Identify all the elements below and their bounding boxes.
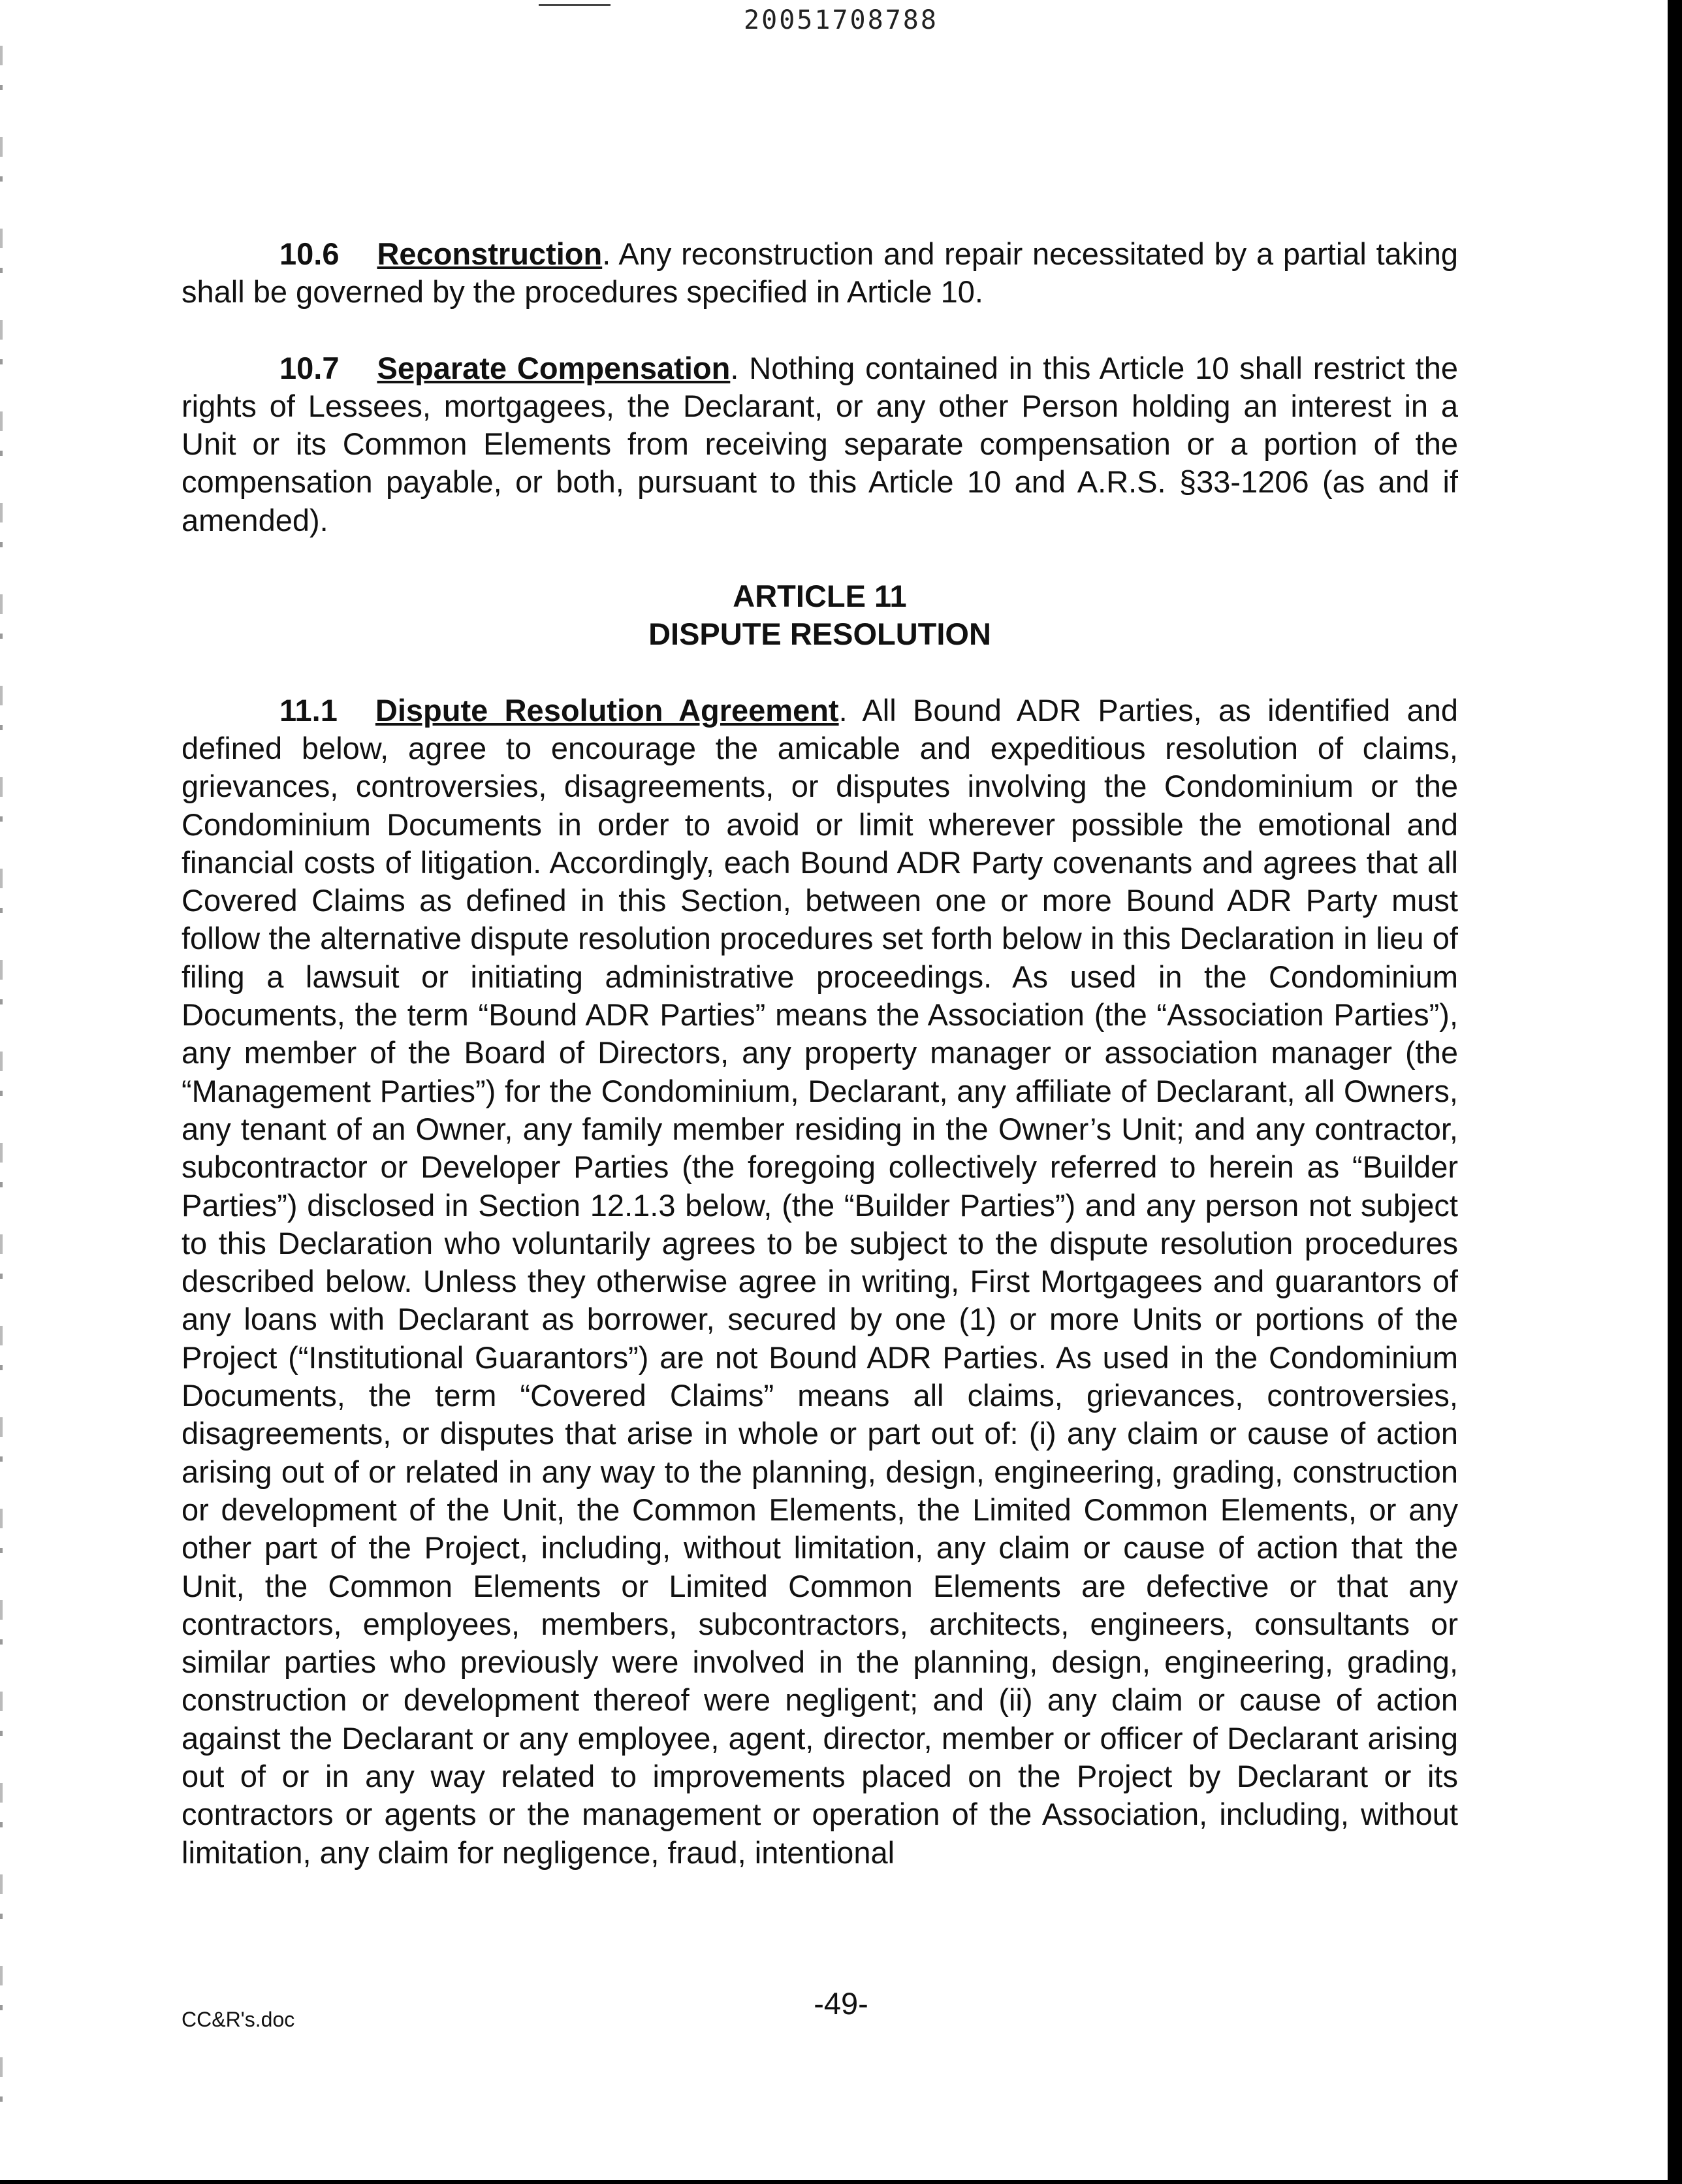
scan-right-edge bbox=[1668, 0, 1682, 2184]
scan-left-edge bbox=[0, 46, 3, 2136]
section-body: . All Bound ADR Parties, as identified and defined below, agree to encourage the amicable and expeditious resolution of claims, grievances, controversies, disagreements, or disputes involving the Condominium or the Condominium Documents in order to avoid or limit wherever possible the emotional and financial costs of litigation. Accordingly, each Bound ADR Party covenants and agrees that all Covered Claims as defined in this Section, between one or more Bound ADR Party must follow the alternative dispute resolution procedures set forth below in this Declaration in lieu of filing a lawsuit or initiating administrative proceedings. As used in the Condominium Documents, the term “Bound ADR Parties” means the Association (the “Association Parties”), any member of the Board of Directors, any property manager or association manager (the “Management Parties”) for the Condominium, Declarant, any affiliate of Declarant, all Owners, any tenant of an Owner, any family member residing in the Owner’s Unit; and any contractor, subcontractor or Developer Parties (the foregoing collectively referred to herein as “Builder Parties”) disclosed in Section 12.1.3 below, (the “Builder Parties”) and any person not subject to this Declaration who voluntarily agrees to be subject to the dispute resolution procedures described below. Unless they otherwise agree in writing, First Mortgagees and guarantors of any loans with Declarant as borrower, secured by one (1) or more Units or portions of the Project (“Institutional Guarantors”) are not Bound ADR Parties. As used in the Condominium Documents, the term “Covered Claims” means all claims, grievances, controversies, disagreements, or disputes that arise in whole or part out of: (i) any claim or cause of action arising out of or related in any way to the planning, design, engineering, grading, construction or development of the Unit, the Common Elements, the Limited Common Elements, or any other part of the Project, including, without limitation, any claim or cause of action that the Unit, the Common Elements or Limited Common Elements are defective or that any contractors, employees, members, subcontractors, architects, engineers, consultants or similar parties who previously were involved in the planning, design, engineering, grading, construction or development thereof were negligent; and (ii) any claim or cause of action against the Declarant or any employee, agent, director, member or officer of Declarant arising out of or in any way related to improvements placed on the Project by Declarant or its contractors or agents or the management or operation of the Association, including, without limitation, any claim for negligence, fraud, intentional bbox=[182, 692, 1458, 1870]
section-body: . Nothing contained in this Article 10 shall restrict the rights of Lessees, mortgagees, the Declarant, or any other Person holding an interest in a Unit or its Common Elements from receiving separate compensation or a portion of the compensation payable, or both, pursuant to this Article 10 and A.R.S. §33-1206 (as and if amended). bbox=[182, 350, 1458, 538]
section-10-7 bbox=[182, 349, 1458, 539]
recording-number: 20051708788 bbox=[744, 5, 938, 35]
section-title: Reconstruction bbox=[377, 236, 603, 271]
article-heading bbox=[182, 577, 1458, 654]
section-title: Separate Compensation bbox=[377, 350, 731, 385]
article-number: ARTICLE 11 bbox=[733, 579, 907, 614]
article-title: DISPUTE RESOLUTION bbox=[648, 617, 991, 652]
section-number: 11.1 bbox=[279, 692, 338, 728]
document-body bbox=[182, 235, 1458, 1910]
section-10-6 bbox=[182, 235, 1458, 312]
section-title: Dispute Resolution Agreement bbox=[375, 692, 839, 728]
section-11-1 bbox=[182, 692, 1458, 1872]
scan-bottom-edge bbox=[0, 2180, 1682, 2184]
section-number: 10.7 bbox=[279, 350, 340, 385]
section-body: . Any reconstruction and repair necessitated by a partial taking shall be governed by the procedures specified in Article 10. bbox=[182, 236, 1458, 310]
footer-file-name: CC&R's.doc bbox=[182, 2008, 295, 2031]
page-number: -49- bbox=[814, 1986, 868, 2021]
section-number: 10.6 bbox=[279, 236, 340, 271]
